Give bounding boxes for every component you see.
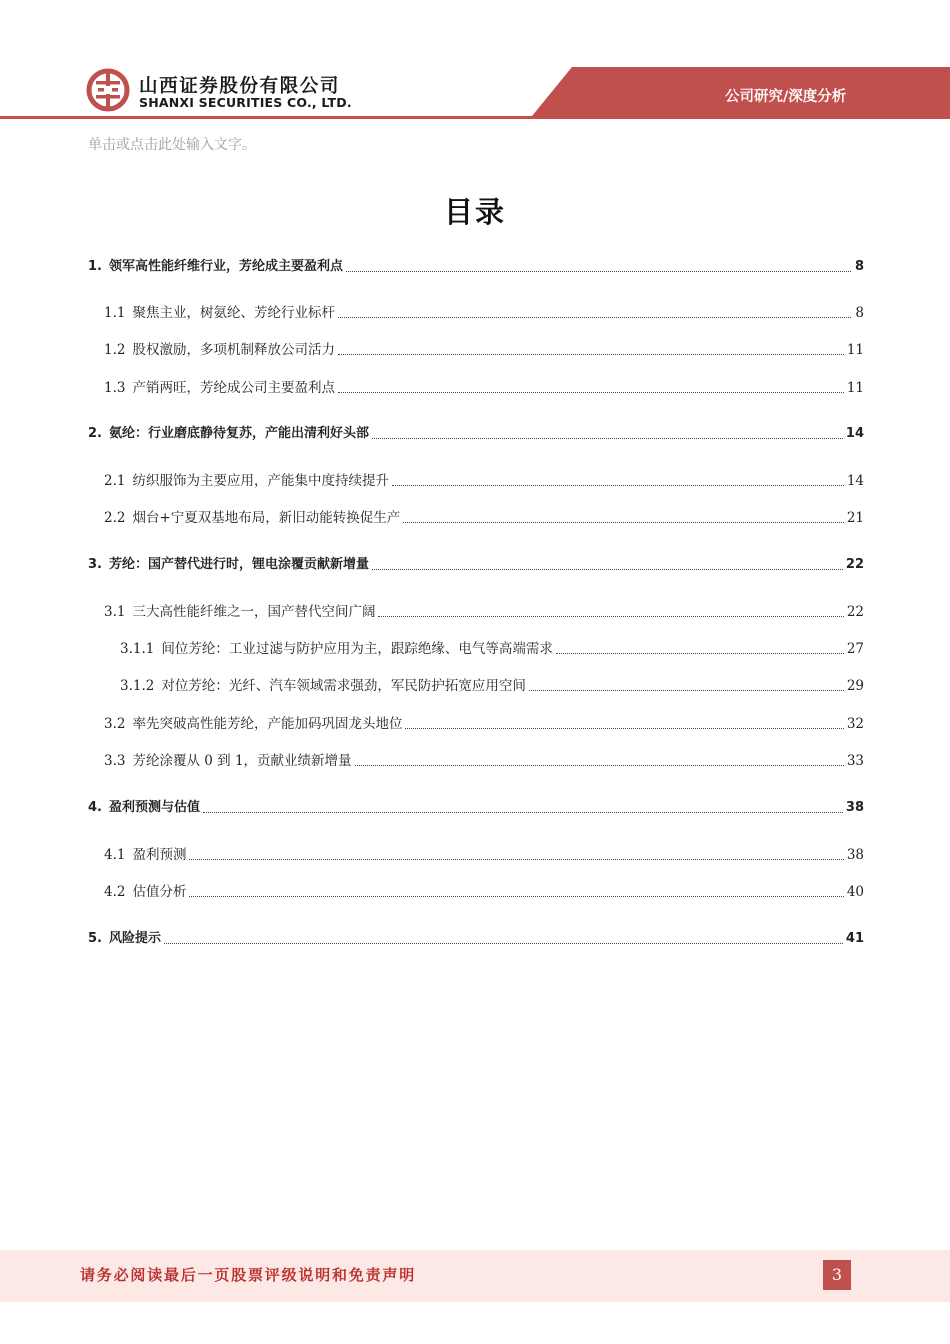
toc-entry[interactable] (104, 713, 864, 735)
company-name-en: SHANXI SECURITIES CO., LTD. (139, 95, 352, 110)
toc-entry-number: 3. (88, 557, 102, 572)
toc-entry-page: 38 (845, 800, 864, 815)
toc-dot-leader (338, 316, 851, 318)
toc-entry-title: 纺织服饰为主要应用，产能集中度持续提升 (132, 473, 389, 489)
toc-entry-page: 22 (846, 604, 864, 620)
toc-entry-title: 氨纶：行业磨底静待复苏，产能出清利好头部 (108, 426, 369, 441)
toc-entry-title: 芳纶涂覆从 0 到 1，贡献业绩新增量 (132, 753, 352, 769)
toc-entry-number: 1.1 (104, 305, 126, 321)
toc-entry-title: 率先突破高性能芳纶，产能加码巩固龙头地位 (132, 716, 403, 732)
toc-entry[interactable] (88, 797, 864, 819)
toc-entry-number: 5. (88, 931, 102, 946)
toc-entry-number: 2. (88, 426, 102, 441)
toc-entry[interactable] (104, 844, 864, 866)
toc-dot-leader (355, 764, 844, 766)
toc-entry-title: 间位芳纶：工业过滤与防护应用为主，跟踪绝缘、电气等高端需求 (161, 641, 553, 657)
toc-entry-title: 估值分析 (132, 884, 187, 900)
page-footer (0, 1250, 950, 1302)
toc-dot-leader (378, 615, 843, 617)
toc-entry-page: 11 (846, 380, 864, 396)
toc-entry-page: 38 (846, 847, 864, 863)
toc-entry-number: 2.2 (104, 510, 126, 526)
toc-entry-number: 3.2 (104, 716, 126, 732)
toc-entry-number: 1.3 (104, 380, 126, 396)
toc-entry-page: 32 (846, 716, 864, 732)
toc-entry-page: 33 (846, 753, 864, 769)
toc-entry-page: 40 (846, 884, 864, 900)
toc-entry-page: 14 (846, 473, 864, 489)
toc-entry-number: 3.3 (104, 753, 126, 769)
toc-entry[interactable] (88, 423, 864, 445)
toc-entry-page: 41 (845, 931, 864, 946)
toc-entry-number: 4. (88, 800, 102, 815)
toc-entry-page: 14 (845, 426, 864, 441)
toc-dot-leader (189, 858, 843, 860)
toc-dot-leader (338, 353, 844, 355)
toc-entry[interactable] (120, 675, 864, 697)
toc-entry-title: 烟台+宁夏双基地布局，新旧动能转换促生产 (132, 510, 401, 526)
toc-dot-leader (405, 727, 843, 729)
toc-entry-page: 8 (855, 305, 864, 321)
toc-entry-title: 聚焦主业，树氨纶、芳纶行业标杆 (132, 305, 335, 321)
toc-entry[interactable] (120, 638, 864, 660)
toc-dot-leader (338, 391, 844, 393)
toc-dot-leader (164, 942, 843, 944)
toc-entry-number: 1. (88, 259, 102, 274)
toc-entry-number: 4.1 (104, 847, 126, 863)
toc-entry-number: 1.2 (104, 342, 126, 358)
page-header (0, 0, 950, 130)
toc-title: 目录 (443, 195, 506, 229)
toc-dot-leader (529, 689, 844, 691)
toc-entry-page: 11 (846, 342, 864, 358)
toc-entry[interactable] (104, 470, 864, 492)
toc-dot-leader (372, 568, 843, 570)
toc-entry-page: 27 (846, 641, 864, 657)
toc-entry[interactable] (104, 601, 864, 623)
toc-entry[interactable] (104, 507, 864, 529)
toc-entry-title: 盈利预测 (132, 847, 187, 863)
toc-entry[interactable] (88, 554, 864, 576)
toc-dot-leader (346, 270, 851, 272)
shanxi-securities-logo (86, 68, 130, 112)
toc-dot-leader (203, 811, 843, 813)
toc-entry-number: 3.1.1 (120, 641, 155, 657)
toc-entry-page: 22 (845, 557, 864, 572)
toc-dot-leader (189, 895, 843, 897)
text-placeholder[interactable]: 单击或点击此处输入文字。 (88, 137, 256, 153)
company-name-cn: 山西证券股份有限公司 (139, 76, 341, 97)
toc-entry-title: 产销两旺，芳纶成公司主要盈利点 (132, 380, 335, 396)
toc-entry[interactable] (104, 377, 864, 399)
toc-entry-number: 3.1.2 (120, 678, 155, 694)
toc-entry-title: 对位芳纶：光纤、汽车领域需求强劲，军民防护拓宽应用空间 (161, 678, 526, 694)
toc-entry-title: 领军高性能纤维行业，芳纶成主要盈利点 (108, 259, 343, 274)
toc-entry-title: 盈利预测与估值 (108, 800, 200, 815)
toc-entry-page: 8 (854, 259, 864, 274)
toc-dot-leader (372, 437, 843, 439)
toc-entry-number: 3.1 (104, 604, 126, 620)
disclaimer-notice: 请务必阅读最后一页股票评级说明和免责声明 (80, 1266, 417, 1284)
toc-entry[interactable] (104, 302, 864, 324)
header-accent-band (0, 0, 950, 130)
toc-entry-page: 21 (846, 510, 864, 526)
toc-entry-title: 股权激励，多项机制释放公司活力 (132, 342, 335, 358)
toc-entry-title: 芳纶：国产替代进行时，锂电涂覆贡献新增量 (108, 557, 369, 572)
toc-entry-number: 4.2 (104, 884, 126, 900)
toc-entry[interactable] (88, 256, 864, 278)
toc-entry-number: 2.1 (104, 473, 126, 489)
toc-entry-page: 29 (846, 678, 864, 694)
toc-dot-leader (392, 484, 844, 486)
toc-dot-leader (556, 652, 844, 654)
toc-entry[interactable] (104, 750, 864, 772)
toc-dot-leader (403, 521, 844, 523)
toc-entry-title: 三大高性能纤维之一，国产替代空间广阔 (132, 604, 376, 620)
toc-entry[interactable] (104, 881, 864, 903)
page-number: 3 (823, 1260, 851, 1290)
toc-entry[interactable] (104, 339, 864, 361)
toc-entry-title: 风险提示 (108, 931, 161, 946)
report-category-label: 公司研究/深度分析 (725, 89, 847, 105)
toc-entry[interactable] (88, 928, 864, 950)
